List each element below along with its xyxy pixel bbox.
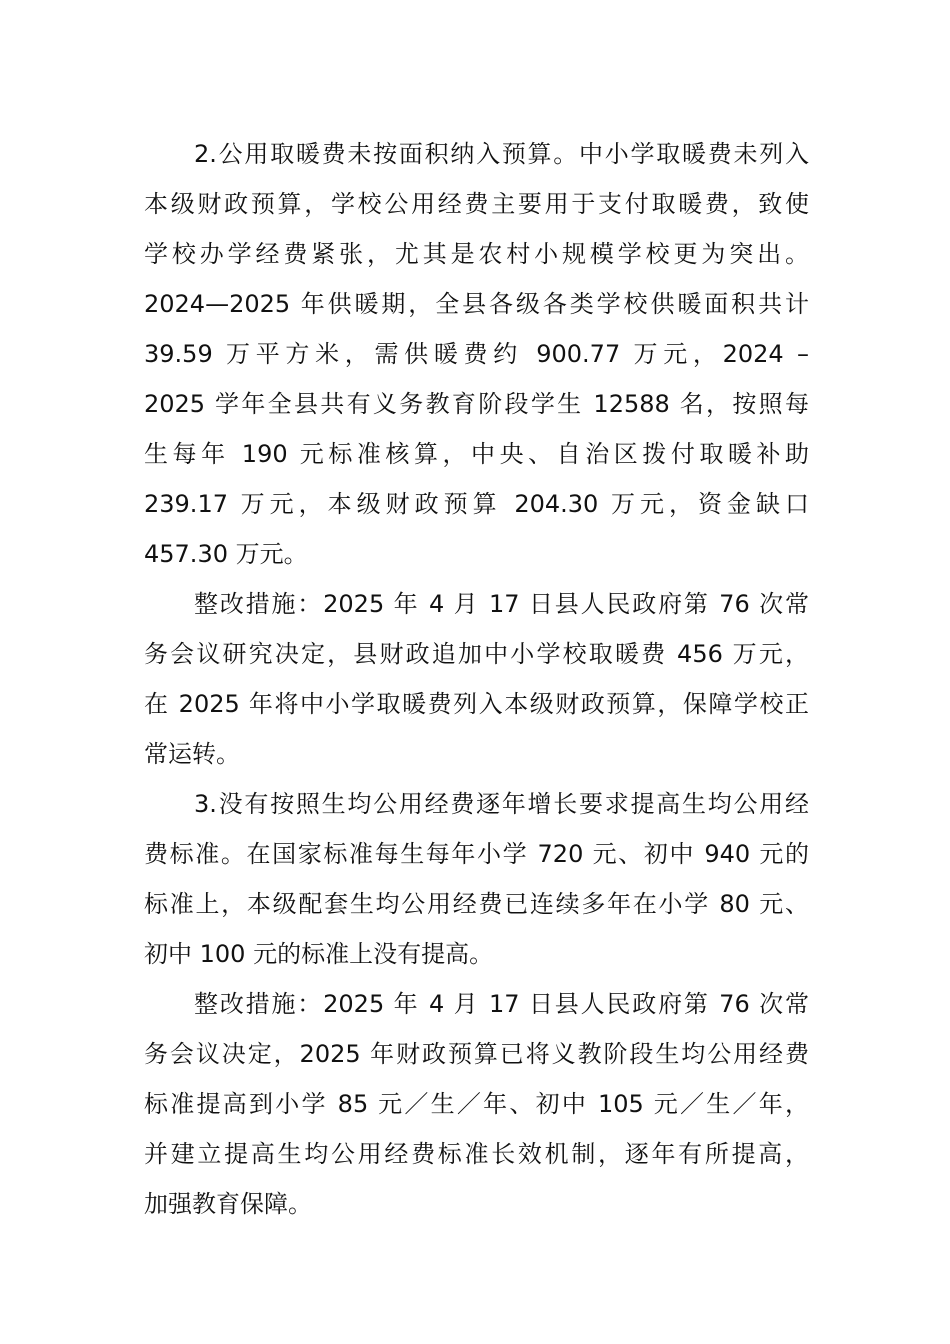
text-line: 整改措施：2025 年 4 月 17 日县人民政府第 76 次常 xyxy=(194,590,809,618)
paragraph-public-funds-standard xyxy=(144,779,809,979)
text-line: 加强教育保障。 xyxy=(144,1190,312,1218)
text-line: 常运转。 xyxy=(144,740,240,768)
text-line: 整改措施：2025 年 4 月 17 日县人民政府第 76 次常 xyxy=(194,990,809,1018)
text-line: 457.30 万元。 xyxy=(144,540,308,568)
text-line: 学校办学经费紧张，尤其是农村小规模学校更为突出。 xyxy=(144,240,809,268)
text-line: 239.17 万元，本级财政预算 204.30 万元，资金缺口 xyxy=(144,490,809,518)
text-line: 3.没有按照生均公用经费逐年增长要求提高生均公用经 xyxy=(194,790,809,818)
text-line: 生每年 190 元标准核算，中央、自治区拨付取暖补助 xyxy=(144,440,809,468)
text-line: 39.59 万平方米，需供暖费约 900.77 万元，2024 – xyxy=(144,340,809,368)
text-line: 标准上，本级配套生均公用经费已连续多年在小学 80 元、 xyxy=(144,890,809,918)
text-line: 费标准。在国家标准每生每年小学 720 元、初中 940 元的 xyxy=(144,840,809,868)
text-line: 并建立提高生均公用经费标准长效机制，逐年有所提高， xyxy=(144,1140,809,1168)
paragraph-rectification-funds xyxy=(144,979,809,1229)
paragraph-rectification-heating xyxy=(144,579,809,779)
text-line: 在 2025 年将中小学取暖费列入本级财政预算，保障学校正 xyxy=(144,690,809,718)
text-line: 2.公用取暖费未按面积纳入预算。中小学取暖费未列入 xyxy=(194,140,809,168)
text-line: 标准提高到小学 85 元／生／年、初中 105 元／生／年， xyxy=(144,1090,809,1118)
text-line: 2025 学年全县共有义务教育阶段学生 12588 名，按照每 xyxy=(144,390,809,418)
text-line: 务会议决定，2025 年财政预算已将义教阶段生均公用经费 xyxy=(144,1040,809,1068)
text-line: 务会议研究决定，县财政追加中小学校取暖费 456 万元， xyxy=(144,640,809,668)
text-line: 本级财政预算，学校公用经费主要用于支付取暖费，致使 xyxy=(144,190,809,218)
document-body xyxy=(144,129,809,1229)
text-line: 2024—2025 年供暖期，全县各级各类学校供暖面积共计 xyxy=(144,290,809,318)
paragraph-heating-fee xyxy=(144,129,809,579)
text-line: 初中 100 元的标准上没有提高。 xyxy=(144,940,494,968)
